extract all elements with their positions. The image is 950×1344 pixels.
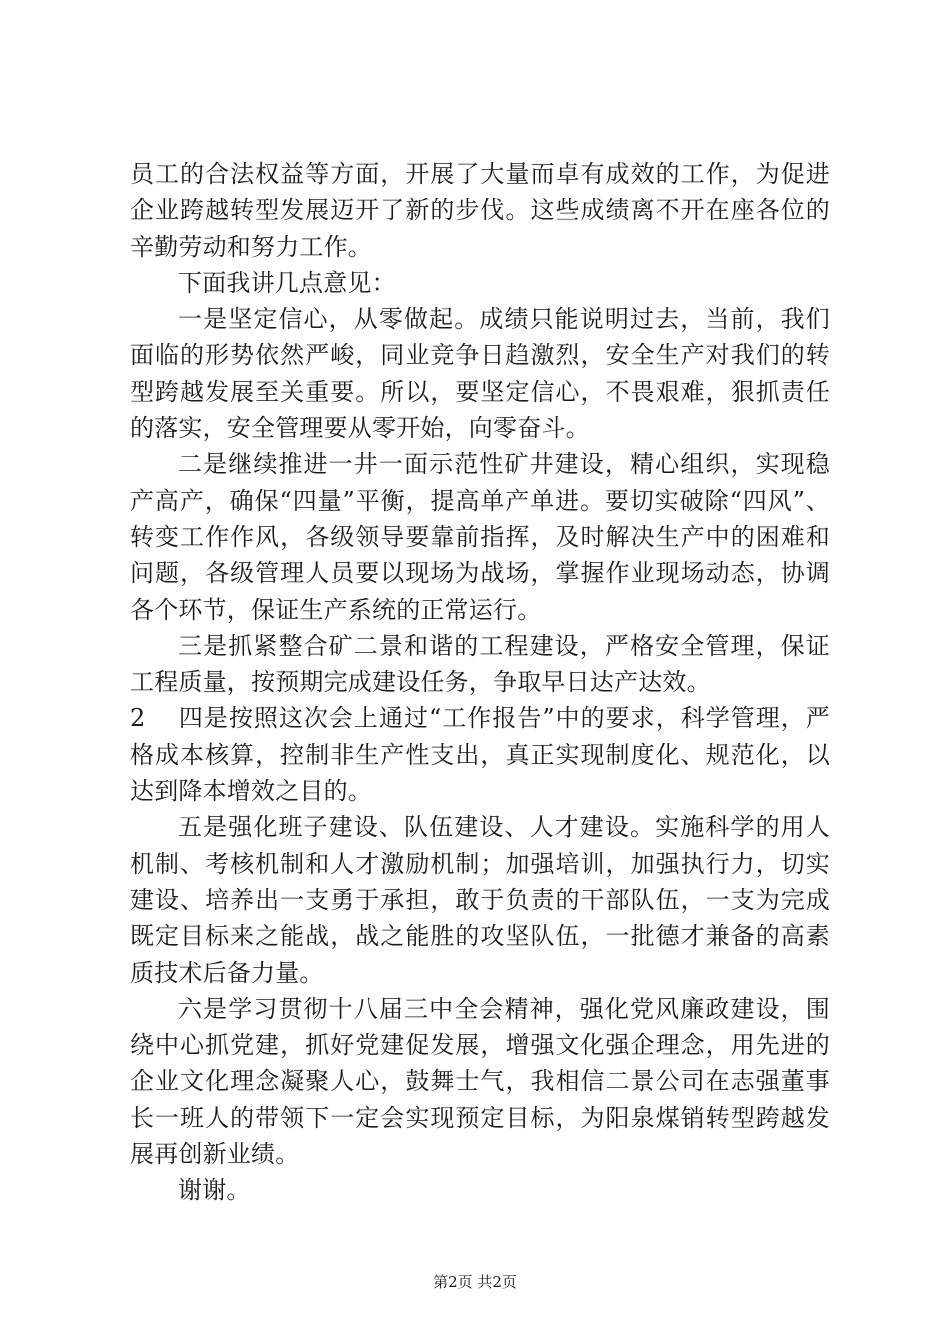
page-footer: 第2页 共2页 <box>433 1273 517 1291</box>
paragraph-point-2: 二是继续推进一井一面示范性矿井建设，精心组织，实现稳产高产，确保“四量”平衡，提高单产单进。要切实破除“四风”、转变工作作风，各级领导要靠前指挥，及时解决生产中的困难和问题，各级管理人员要以现场为战场，掌握作业现场动态，协调各个环节，保证生产系统的正常运行。 <box>130 450 830 624</box>
paragraph-point-3: 三是抓紧整合矿二景和谐的工程建设，严格安全管理，保证工程质量，按预期完成建设任务，争取早日达产达效。 <box>130 631 830 697</box>
stray-number: 2 <box>130 704 146 733</box>
paragraph-intro: 下面我讲几点意见： <box>178 268 396 297</box>
paragraph-point-4-text: 四是按照这次会上通过“工作报告”中的要求，科学管理，严格成本核算，控制非生产性支出，真正实现制度化、规范化，以达到降本增效之目的。 <box>130 704 830 806</box>
document-body <box>130 156 830 1209</box>
paragraph-continuation: 员工的合法权益等方面，开展了大量而卓有成效的工作，为促进企业跨越转型发展迈开了新的步伐。这些成绩离不开在座各位的辛勤劳动和努力工作。 <box>130 160 830 261</box>
paragraph-point-5: 五是强化班子建设、队伍建设、人才建设。实施科学的用人机制、考核机制和人才激励机制；加强培训，加强执行力，切实建设、培养出一支勇于承担，敢于负责的干部队伍，一支为完成既定目标来之能战，战之能胜的攻坚队伍，一批德才兼备的高素质技术后备力量。 <box>130 813 830 987</box>
paragraph-point-4 <box>130 700 830 809</box>
paragraph-closing: 谢谢。 <box>178 1176 251 1205</box>
paragraph-point-1: 一是坚定信心，从零做起。成绩只能说明过去，当前，我们面临的形势依然严峻，同业竞争日趋激烈，安全生产对我们的转型跨越发展至关重要。所以，要坚定信心，不畏艰难，狠抓责任的落实，安全管理要从零开始，向零奋斗。 <box>130 305 830 443</box>
paragraph-point-6: 六是学习贯彻十八届三中全会精神，强化党风廉政建设，围绕中心抓党建，抓好党建促发展，增强文化强企理念，用先进的企业文化理念凝聚人心，鼓舞士气，我相信二景公司在志强董事长一班人的带领下一定会实现预定目标，为阳泉煤销转型跨越发展再创新业绩。 <box>130 994 830 1169</box>
